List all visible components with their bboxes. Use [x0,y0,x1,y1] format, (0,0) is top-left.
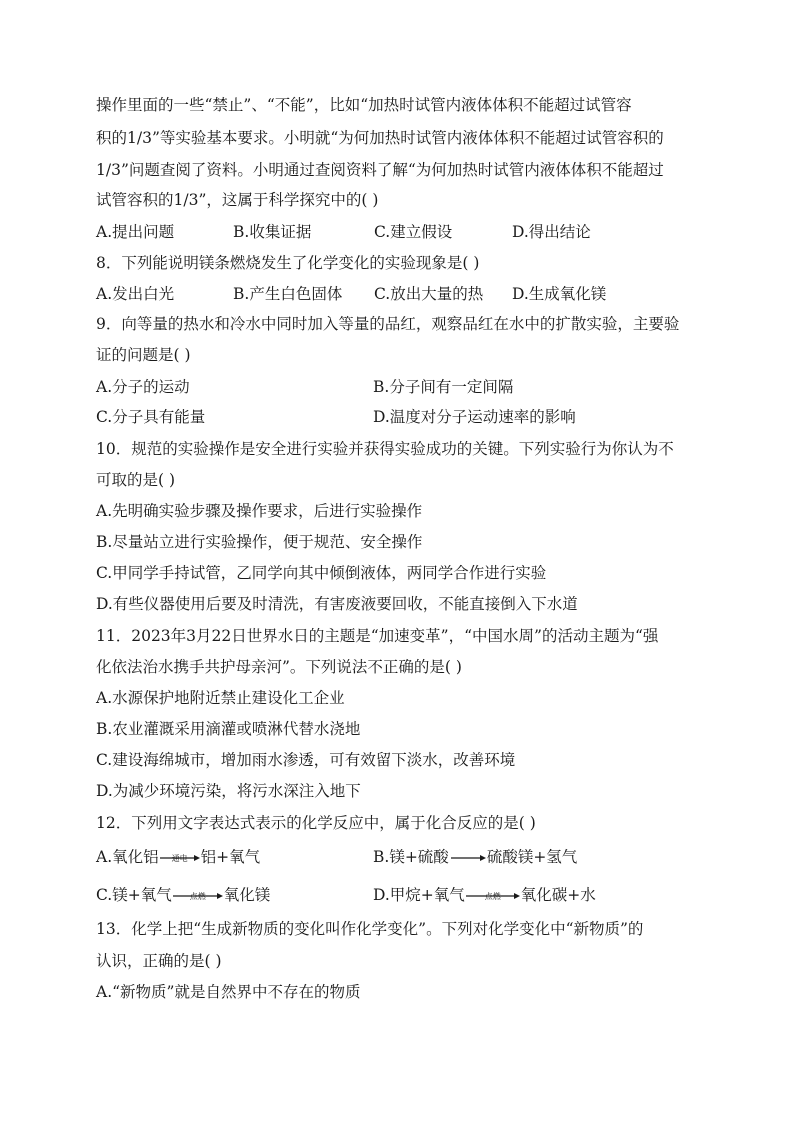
q7-option-a: A.提出问题 [96,223,175,241]
q11-option-a: A.水源保护地附近禁止建设化工企业 [96,689,345,707]
q8-option-b: B.产生白色固体 [233,285,343,303]
q11-option-d: D.为减少环境污染，将污水深注入地下 [96,782,361,800]
q9-stem-line-1: 9．向等量的热水和冷水中同时加入等量的品红，观察品红在水中的扩散实验，主要验 [96,315,680,333]
q10-option-b: B.尽量站立进行实验操作，便于规范、安全操作 [96,533,423,551]
q12-c-condition: 点燃 [189,892,206,901]
q12-c-arrow [172,892,224,900]
q7-option-c: C.建立假设 [374,223,453,241]
q12-a-reactant: A.氧化铝 [96,848,159,866]
q7-text-line-3: 1/3”问题查阅了资料。小明通过查阅资料了解“为何加热时试管内液体体积不能超过 [96,161,664,179]
q13-stem-line-2: 认识，正确的是( ) [96,952,222,970]
q10-stem-line-1: 10．规范的实验操作是安全进行实验并获得实验成功的关键。下列实验行为你认为不 [96,440,674,458]
q12-options-row-2 [96,884,716,910]
q7-option-d: D.得出结论 [512,223,591,241]
q13-option-a: A.“新物质”就是自然界中不存在的物质 [96,983,361,1001]
q10-option-a: A.先明确实验步骤及操作要求，后进行实验操作 [96,502,423,520]
q8-option-a: A.发出白光 [96,285,175,303]
q12-d-condition: 点燃 [484,892,501,901]
right-arrow-icon [449,854,487,862]
q10-stem-line-2: 可取的是( ) [96,471,176,489]
q9-option-a: A.分子的运动 [96,378,190,396]
q12-a-arrow [159,854,201,862]
q11-option-c: C.建设海绵城市，增加雨水渗透，可有效留下淡水，改善环境 [96,751,516,769]
q10-option-c: C.甲同学手持试管，乙同学向其中倾倒液体，两同学合作进行实验 [96,564,547,582]
q8-stem: 8．下列能说明镁条燃烧发生了化学变化的实验现象是( ) [96,254,480,272]
q12-d-reactant: D.甲烷+氧气 [373,886,465,904]
q8-option-d: D.生成氧化镁 [512,285,607,303]
q9-stem-line-2: 证的问题是( ) [96,346,191,364]
q7-text-line-2: 积的1/3”等实验基本要求。小明就“为何加热时试管内液体体积不能超过试管容积的 [96,129,664,147]
q7-text-line-1: 操作里面的一些“禁止”、“不能”，比如“加热时试管内液体体积不能超过试管容 [96,96,632,114]
q12-b-arrow [449,854,487,862]
q12-stem: 12．下列用文字表达式表示的化学反应中，属于化合反应的是( ) [96,814,536,832]
q9-option-c: C.分子具有能量 [96,408,206,426]
q12-d-arrow [465,892,521,900]
q12-option-b [373,846,577,868]
q13-stem-line-1: 13．化学上把“生成新物质的变化叫作化学变化”。下列对化学变化中“新物质”的 [96,920,644,938]
q12-option-a [96,846,260,868]
q12-b-reactant: B.镁+硫酸 [373,848,449,866]
q12-d-product: 氧化碳+水 [520,886,596,904]
q10-option-d: D.有些仪器使用后要及时清洗，有害废液要回收，不能直接倒入下水道 [96,595,578,613]
q12-b-product: 硫酸镁+氢气 [486,848,578,866]
q12-c-reactant: C.镁+氧气 [96,886,172,904]
q8-option-c: C.放出大量的热 [374,285,484,303]
q11-stem-line-1: 11．2023年3月22日世界水日的主题是“加速变革”，“中国水周”的活动主题为“强 [96,627,659,645]
q12-option-c [96,884,270,906]
q7-option-b: B.收集证据 [233,223,312,241]
q12-option-d [373,884,596,906]
q12-c-product: 氧化镁 [223,886,271,904]
q12-options-row-1 [96,846,716,872]
q11-option-b: B.农业灌溉采用滴灌或喷淋代替水浇地 [96,720,361,738]
q11-stem-line-2: 化依法治水携手共护母亲河”。下列说法不正确的是( ) [96,658,462,676]
q9-option-d: D.温度对分子运动速率的影响 [373,408,576,426]
q12-a-product: 铝+氧气 [200,848,261,866]
q9-option-b: B.分子间有一定间隔 [373,378,514,396]
q12-a-condition: 通电 [171,854,188,863]
q7-text-line-4: 试管容积的1/3”，这属于科学探究中的( ) [96,191,379,209]
